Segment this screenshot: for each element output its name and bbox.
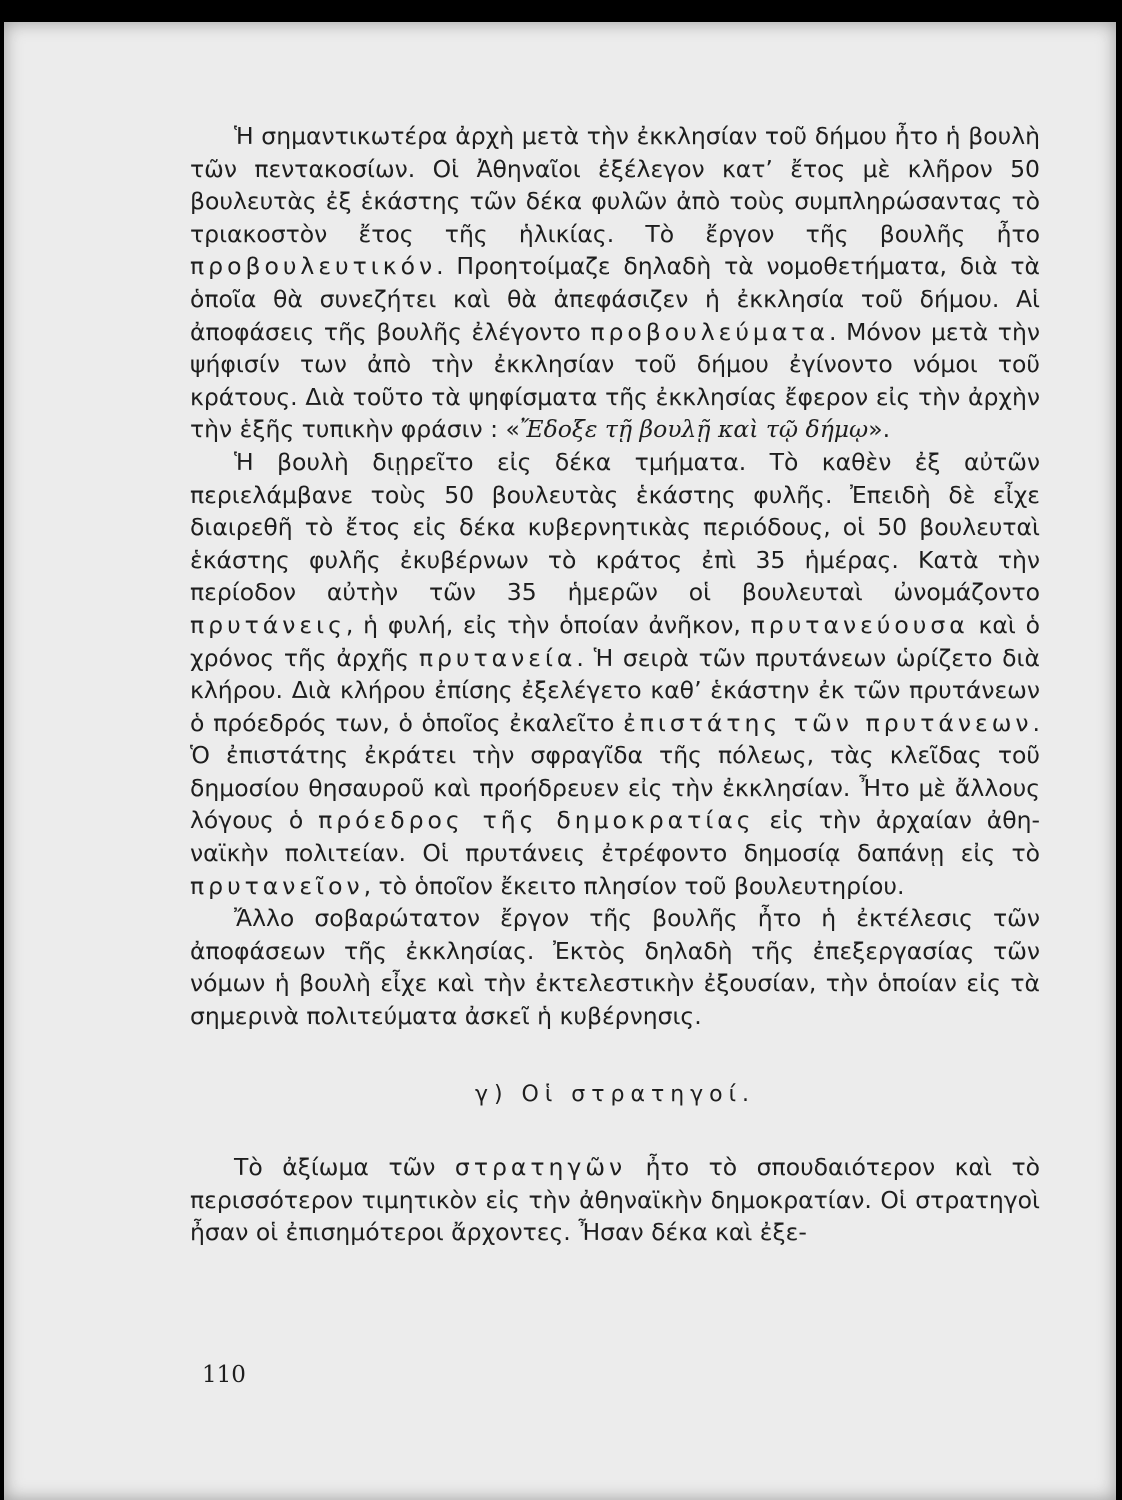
quoted-formula: Ἔδοξε τῇ βουλῇ καὶ τῷ δήμῳ: [519, 415, 869, 444]
spaced-term: πρυτανεύουσα: [750, 610, 969, 639]
spaced-term: πρυτανεῖον: [190, 871, 364, 900]
spaced-term: ἐπιστάτης τῶν πρυτάνεων: [623, 708, 1033, 737]
section-heading: γ) Οἱ στρατηγοί.: [474, 1081, 756, 1107]
text-run: ἦτο τὸ σπουδαιότερον καὶ τὸ περισσότερον τιμητικὸν εἰς τὴν ἀθηναϊκὴν δημοκρατίαν. Οἱ στρατηγοὶ ἦσαν οἱ ἐπισημότεροι ἄρχοντες. Ἦσαν δέκα καὶ ἐξε-: [190, 1153, 1040, 1247]
text-run: , τὸ ὁποῖον ἔκειτο πλησίον τοῦ βουλευτηρίου.: [363, 871, 905, 900]
spaced-term: πρυτάνεις: [190, 610, 346, 639]
paragraph-executive: Ἄλλο σοβαρώτατον ἔργον τῆς βουλῆς ἦτο ἡ ἐκτέλεσις τῶν ἀποφάσεων τῆς ἐκκλησίας. Ἐκτὸς δηλαδὴ τῆς ἐπεξεργασίας τῶν νόμων ἡ βουλὴ εἶχε καὶ τὴν ἐκτελεστικὴν ἐξουσίαν, τὴν ὁποίαν εἰς τὰ σημερινὰ πολιτεύματα ἀσκεῖ ἡ κυβέρνησις.: [190, 904, 1040, 1031]
spaced-term: πρυτανεία: [418, 643, 577, 672]
text-run: ».: [868, 415, 891, 444]
spaced-term: στρατηγῶν: [454, 1153, 627, 1182]
text-run: . Ὁ ἐπιστάτης ἐκράτει τὴν σφραγῖδα τῆς πόλεως, τὰς κλεῖδας τοῦ δημοσίου θησαυροῦ καὶ προήδρευεν εἰς τὴν ἐκκλησίαν. Ἦτο μὲ ἄλλους λόγους ὁ: [190, 708, 1040, 835]
text-run: Ἡ βουλὴ διῃρεῖτο εἰς δέκα τμήματα. Τὸ καθὲν ἐξ αὐτῶν περιελάμβανε τοὺς 50 βουλευτὰς ἑκάστης φυλῆς. Ἐπειδὴ δὲ εἶχε διαιρεθῆ τὸ ἔτος εἰς δέκα κυβερνητικὰς περιόδους, οἱ 50 βουλευταὶ ἑκάστης φυλῆς ἐκυβέρνων τὸ κράτος ἐπὶ 35 ἡμέρας. Κατὰ τὴν περίοδον αὐτὴν τῶν 35 ἡμερῶν οἱ βουλευταὶ ὠνομάζοντο: [190, 447, 1040, 607]
spaced-term: προβουλευτικόν: [190, 252, 437, 281]
text-run: Τὸ ἀξίωμα τῶν: [234, 1153, 455, 1182]
spaced-term: προβουλεύματα: [590, 317, 830, 346]
text-run: , ἡ φυλή, εἰς τὴν ὁποίαν ἀνῆκον,: [345, 610, 751, 639]
text-run: εἰς τὴν ἀρχαίαν ἀθηναϊκὴν πολιτείαν. Οἱ πρυτάνεις ἐτρέφοντο δημοσίᾳ δαπάνῃ εἰς τὸ: [190, 806, 1040, 868]
paragraph-strategoi: [190, 1151, 1040, 1249]
page-number: 110: [202, 1362, 246, 1388]
text-run: καὶ ὁ χρόνος τῆς ἀρχῆς: [190, 610, 1040, 672]
spaced-term: πρόεδρος τῆς δημοκρατίας: [318, 806, 755, 835]
paragraph-boule: [190, 120, 1040, 446]
text-run: . Ἡ σειρὰ τῶν πρυτάνεων ὡρίζετο διὰ κλήρου. Διὰ κλήρου ἐπίσης ἐξελέγετο καθ’ ἑκάστην ἐκ τῶν πρυτάνεων ὁ πρόεδρός των, ὁ ὁποῖος ἐκαλεῖτο: [190, 643, 1040, 737]
main-text: [190, 120, 1040, 1249]
paragraph-prytaneis: [190, 446, 1040, 902]
text-run: . Προητοίμαζε δηλαδὴ τὰ νομοθετήματα, διὰ τὰ ὁποῖα θὰ συνεζήτει καὶ θὰ ἀπεφάσιζεν ἡ ἐκκλησία τοῦ δήμου. Αἱ ἀποφάσεις τῆς βουλῆς ἐλέγοντο: [190, 252, 1040, 346]
book-page: [4, 22, 1116, 1500]
text-run: . Μόνον μετὰ τὴν ψήφισίν των ἀπὸ τὴν ἐκκλησίαν τοῦ δήμου ἐγίνοντο νόμοι τοῦ κράτους. Διὰ τοῦτο τὰ ψηφίσματα τῆς ἐκκλησίας ἔφερον εἰς τὴν ἀρχὴν τὴν ἑξῆς τυπικὴν φράσιν : «: [190, 317, 1040, 444]
text-run: Ἡ σημαντικωτέρα ἀρχὴ μετὰ τὴν ἐκκλησίαν τοῦ δήμου ἦτο ἡ βουλὴ τῶν πεντακοσίων. Οἱ Ἀθηναῖοι ἐξέλεγον κατ’ ἔτος μὲ κλῆρον 50 βουλευτὰς ἐξ ἑκάστης τῶν δέκα φυλῶν ἀπὸ τοὺς συμπληρώσαντας τὸ τριακοστὸν ἔτος τῆς ἡλικίας. Τὸ ἔργον τῆς βουλῆς ἦτο: [190, 122, 1040, 248]
